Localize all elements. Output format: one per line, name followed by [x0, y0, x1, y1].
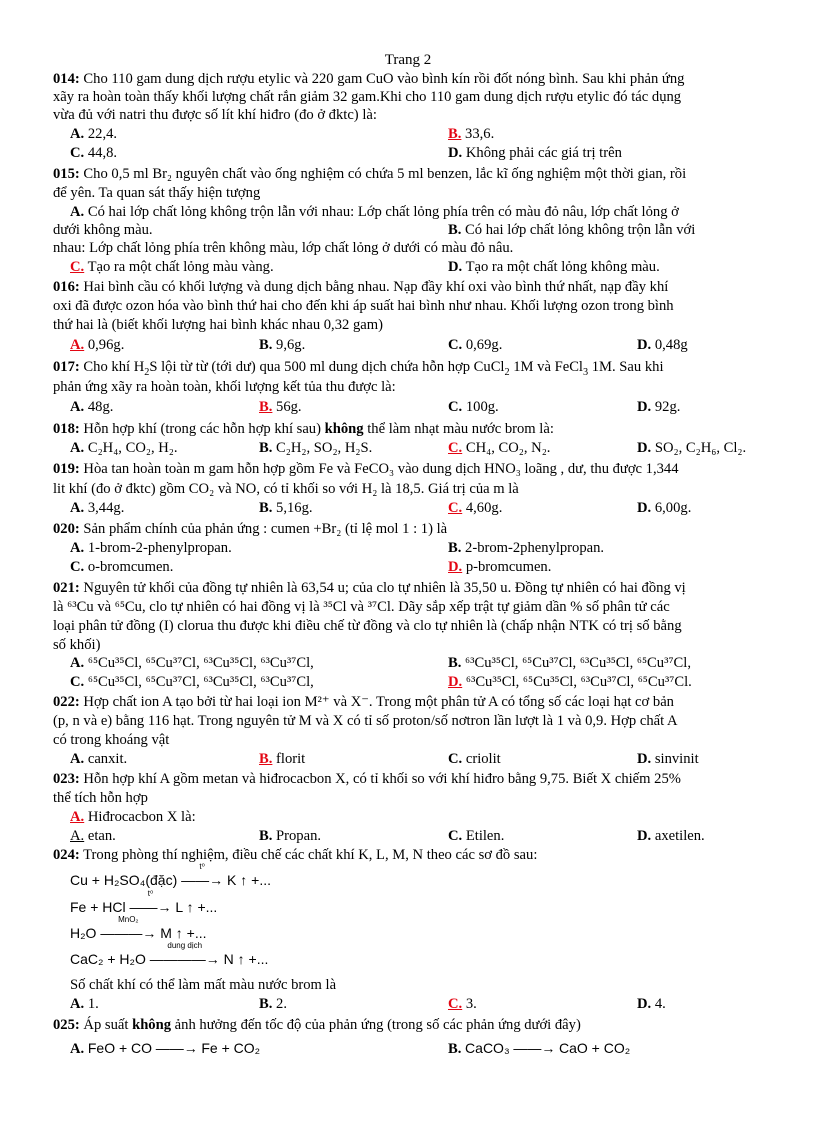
- question-number: 020:: [53, 521, 80, 537]
- option-letter: A.: [70, 1041, 85, 1057]
- question-text: Hiđrocacbon X là:: [84, 809, 196, 825]
- option-a: [70, 996, 99, 1014]
- option-text: etan.: [84, 828, 116, 844]
- question-023-line-3: [70, 809, 196, 827]
- option-letter: B.: [259, 828, 273, 844]
- equation-reactants: FeO + CO: [87, 1040, 153, 1056]
- answer-mark: B.: [259, 751, 273, 767]
- question-text: Cho khí H: [83, 359, 145, 375]
- option-text: 44,8.: [84, 145, 118, 161]
- option-text: Etilen.: [462, 828, 505, 844]
- option-letter: C.: [70, 145, 85, 161]
- option-letter: D.: [637, 399, 652, 415]
- question-number: 014:: [53, 71, 80, 87]
- option-text: axetilen.: [651, 828, 705, 844]
- answer-mark: A.: [70, 337, 85, 353]
- equation-reactants: Cu + H₂SO₄(đặc): [70, 872, 178, 888]
- option-b: [259, 996, 287, 1014]
- option-letter: B.: [448, 540, 462, 556]
- arrow-condition: t⁰: [199, 862, 205, 871]
- question-text: Sản phẩm chính của phản ứng : cumen +Br₂ (tỉ lệ mol 1 : 1) là: [83, 521, 448, 537]
- option-a: [70, 204, 679, 222]
- option-b: [259, 500, 313, 518]
- option-a-answer: [70, 337, 124, 355]
- answer-mark: D.: [448, 559, 463, 575]
- answer-mark: C.: [448, 440, 463, 456]
- question-text: ảnh hưởng đến tốc độ của phản ứng (trong số các phản ứng dưới đây): [171, 1017, 581, 1033]
- option-a: [70, 751, 127, 769]
- option-letter: C.: [448, 751, 463, 767]
- option-b-answer: [259, 399, 302, 417]
- option-text: 4,60g.: [462, 500, 503, 516]
- arrow-line: ————→: [149, 951, 220, 967]
- reaction-arrow: ——→: [155, 1040, 198, 1056]
- question-text: 1M và FeCl: [509, 359, 583, 375]
- option-letter: A.: [70, 996, 85, 1012]
- option-text: o-bromcumen.: [84, 559, 174, 575]
- option-d: [448, 259, 660, 277]
- option-text: ⁶⁵Cu³⁵Cl, ⁶⁵Cu³⁷Cl, ⁶³Cu³⁵Cl, ⁶³Cu³⁷Cl,: [84, 674, 314, 690]
- question-016-line-1: [53, 279, 668, 297]
- option-d: [637, 996, 666, 1014]
- question-text: Nguyên tử khối của đồng tự nhiên là 63,54 u; của clo tự nhiên là 35,50 u. Đồng tự nhiên có hai đồng vị: [83, 580, 686, 596]
- option-text: 92g.: [651, 399, 681, 415]
- option-b-continued: nhau: Lớp chất lỏng phía trên không màu, lớp chất lỏng ở dưới có màu đỏ nâu.: [53, 240, 514, 256]
- question-016-line-3: thứ hai là (biết khối lượng hai bình khác nhau 0,32 gam): [53, 317, 383, 333]
- question-text: thể làm nhạt màu nước brom là:: [363, 421, 554, 437]
- question-021-line-2: là ⁶³Cu và ⁶⁵Cu, clo tự nhiên có hai đồng vị là ³⁵Cl và ³⁷Cl. Dãy sắp xếp trật tự giảm dần % số phân tử các: [53, 599, 670, 615]
- option-a: [70, 540, 232, 558]
- equation-reactants: Fe + HCl: [70, 899, 126, 915]
- option-a: [70, 1040, 260, 1059]
- question-number: 023:: [53, 771, 80, 787]
- option-letter: A.: [70, 540, 85, 556]
- option-a: [70, 126, 117, 144]
- option-letter: A.: [70, 399, 85, 415]
- option-a: [70, 500, 124, 518]
- equation-products: L ↑ +...: [175, 899, 218, 915]
- option-letter: B.: [259, 996, 273, 1012]
- question-number: 018:: [53, 421, 80, 437]
- option-letter: C.: [448, 399, 463, 415]
- question-text: S lội từ từ (tới dư) qua 500 ml dung dịch chứa hỗn hợp CuCl: [149, 359, 505, 375]
- option-letter: D.: [637, 440, 652, 456]
- option-letter: B.: [259, 337, 273, 353]
- question-024-line-1: [53, 847, 537, 865]
- option-letter: B.: [448, 222, 462, 238]
- option-letter: D.: [637, 500, 652, 516]
- question-022-line-3: có trong khoáng vật: [53, 732, 170, 748]
- option-b: [259, 828, 321, 846]
- option-letter: C.: [70, 559, 85, 575]
- option-text: canxit.: [84, 751, 128, 767]
- question-019-line-2: lit khí (đo ở đktc) gồm CO₂ và NO, có tỉ khối so với H₂ là 18,5. Giá trị của m là: [53, 481, 519, 497]
- option-text: Propan.: [272, 828, 322, 844]
- option-letter: C.: [70, 674, 85, 690]
- answer-mark: A.: [70, 809, 85, 825]
- reaction-arrow: ——→: [513, 1040, 556, 1056]
- option-text: 3.: [462, 996, 477, 1012]
- answer-mark: D.: [448, 674, 463, 690]
- option-d: [448, 145, 622, 163]
- option-letter: A.: [70, 500, 85, 516]
- equation-products: K ↑ +...: [227, 872, 271, 888]
- equation-products: Fe + CO₂: [201, 1040, 261, 1056]
- option-c-answer: [448, 500, 502, 518]
- option-text: criolit: [462, 751, 501, 767]
- option-text: 3,44g.: [84, 500, 125, 516]
- option-text: 33,6.: [461, 126, 495, 142]
- question-025-line-1: [53, 1017, 581, 1035]
- question-018-line-1: [53, 421, 554, 439]
- reaction-arrow: [181, 862, 224, 890]
- option-text: 1.: [84, 996, 99, 1012]
- reaction-arrow: [149, 941, 220, 969]
- question-015-line-2: để yên. Ta quan sát thấy hiện tượng: [53, 185, 261, 201]
- option-text: 0,48g: [651, 337, 688, 353]
- question-text: Cho 0,5 ml Br₂ nguyên chất vào ống nghiệm có chứa 5 ml benzen, lắc kĩ ống nghiệm một thời gian, rồi: [83, 166, 687, 182]
- question-text: 1M. Sau khi: [588, 359, 664, 375]
- option-c: [448, 828, 504, 846]
- emphasis-text: không: [132, 1017, 172, 1033]
- equation-3: [70, 915, 207, 943]
- equation-products: M ↑ +...: [160, 925, 207, 941]
- question-number: 025:: [53, 1017, 80, 1033]
- option-c-answer: [448, 440, 550, 458]
- option-letter: D.: [637, 828, 652, 844]
- equation-products: N ↑ +...: [223, 951, 269, 967]
- option-text: CH₄, CO₂, N₂.: [462, 440, 551, 456]
- question-number: 015:: [53, 166, 80, 182]
- option-letter: A.: [70, 204, 85, 220]
- option-letter: A.: [70, 126, 85, 142]
- option-letter: A.: [70, 828, 85, 844]
- option-text: C₂H₄, CO₂, H₂.: [84, 440, 178, 456]
- option-a: [70, 440, 178, 458]
- question-016-line-2: oxi đã được ozon hóa vào bình thứ hai cho đến khi áp suất hai bình như nhau. Khối lượng ozon trong bình: [53, 298, 674, 314]
- option-letter: C.: [448, 337, 463, 353]
- option-text: ⁶³Cu³⁵Cl, ⁶⁵Cu³⁵Cl, ⁶³Cu³⁷Cl, ⁶⁵Cu³⁷Cl.: [462, 674, 692, 690]
- option-text: florit: [272, 751, 306, 767]
- question-023-line-1: [53, 771, 681, 789]
- question-022-line-1: [53, 694, 674, 712]
- option-letter: D.: [637, 996, 652, 1012]
- option-d: [637, 500, 691, 518]
- option-b: [448, 222, 695, 240]
- question-text: Hòa tan hoàn toàn m gam hỗn hợp gồm Fe và FeCO₃ vào dung dịch HNO₃ loãng , dư, thu được 1,344: [83, 461, 679, 477]
- option-letter: D.: [637, 751, 652, 767]
- equation-reactants: CaC₂ + H₂O: [70, 951, 146, 967]
- answer-mark: C.: [70, 259, 85, 275]
- question-014-line-1: [53, 71, 684, 89]
- question-021-line-3: loại phân tử đồng (I) clorua thu được khi điều chế từ đồng và clo tự nhiên là (chấp nhận NTK có trị số bằng: [53, 618, 682, 634]
- subscript: 3: [582, 366, 589, 378]
- question-text: Cho 110 gam dung dịch rượu etylic và 220 gam CuO vào bình kín rồi đốt nóng bình. Sau khi phản ứng: [83, 71, 685, 87]
- option-text: ⁶³Cu³⁵Cl, ⁶⁵Cu³⁷Cl, ⁶³Cu³⁵Cl, ⁶⁵Cu³⁷Cl,: [461, 655, 691, 671]
- option-text: 0,69g.: [462, 337, 503, 353]
- option-text: 56g.: [272, 399, 302, 415]
- option-b: [448, 655, 691, 673]
- question-number: 017:: [53, 359, 80, 375]
- option-d: [637, 337, 688, 355]
- option-c: [448, 337, 502, 355]
- option-letter: B.: [448, 655, 462, 671]
- equation-reactants: H₂O: [70, 925, 97, 941]
- option-text: Có hai lớp chất lỏng không trộn lẫn với: [461, 222, 696, 238]
- question-number: 019:: [53, 461, 80, 477]
- question-text: Hợp chất ion A tạo bởi từ hai loại ion M²⁺ và X⁻. Trong một phân tử A có tổng số các loại hạt cơ bản: [83, 694, 674, 710]
- option-text: 4.: [651, 996, 666, 1012]
- question-text: Hỗn hợp khí A gồm metan và hiđrocacbon X, có tỉ khối so với khí hiđro bằng 9,75. Biết X chiếm 25%: [83, 771, 681, 787]
- question-017-line-2: phản ứng xãy ra hoàn toàn, khối lượng kết tủa thu được là:: [53, 379, 396, 395]
- arrow-condition: MnO₂: [118, 915, 139, 924]
- emphasis-text: không: [324, 421, 364, 437]
- option-b: [448, 1040, 630, 1059]
- option-a: [70, 828, 116, 846]
- question-021-line-4: số khối): [53, 637, 101, 653]
- option-d: [637, 399, 680, 417]
- option-text: p-bromcumen.: [462, 559, 552, 575]
- option-text: SO₂, C₂H₆, Cl₂.: [651, 440, 747, 456]
- option-text: Có hai lớp chất lỏng không trộn lẫn với nhau: Lớp chất lỏng phía trên có màu đỏ nâu, lớp chất lỏng ở: [84, 204, 679, 220]
- question-020-line-1: [53, 521, 447, 539]
- option-d-answer: [448, 559, 551, 577]
- option-letter: B.: [448, 1041, 462, 1057]
- option-c: [70, 145, 117, 163]
- question-023-line-2: thể tích hỗn hợp: [53, 790, 148, 806]
- option-text: 5,16g.: [272, 500, 313, 516]
- option-a-continued: dưới không màu.: [53, 222, 153, 238]
- option-text: C₂H₂, SO₂, H₂S.: [272, 440, 373, 456]
- option-d-answer: [448, 674, 692, 692]
- option-c: [448, 751, 501, 769]
- question-text: Hỗn hợp khí (trong các hỗn hợp khí sau): [83, 421, 325, 437]
- answer-mark: C.: [448, 996, 463, 1012]
- reaction-arrow: [129, 889, 172, 917]
- question-017-line-1: [53, 359, 664, 377]
- option-text: 1-brom-2-phenylpropan.: [84, 540, 232, 556]
- option-d: [637, 440, 746, 458]
- option-text: 0,96g.: [84, 337, 125, 353]
- option-b: [448, 540, 604, 558]
- option-text: 48g.: [84, 399, 114, 415]
- option-letter: A.: [70, 751, 85, 767]
- arrow-line: ———→: [100, 925, 157, 941]
- question-text: Hai bình cầu có khối lượng và dung dịch bằng nhau. Nạp đầy khí oxi vào bình thứ nhất, nạp đầy khí: [83, 279, 669, 295]
- option-text: sinvinit: [651, 751, 699, 767]
- page-title: Trang 2: [384, 52, 432, 68]
- option-text: 22,4.: [84, 126, 118, 142]
- question-text: Áp suất: [83, 1017, 133, 1033]
- arrow-condition: dung dịch: [167, 941, 203, 950]
- question-014-line-2: xãy ra hoàn toàn thấy khối lượng chất rắn giảm 32 gam.Khi cho 110 gam dung dịch rượu etylic đó tác dụng: [53, 89, 682, 105]
- option-text: Không phải các giá trị trên: [462, 145, 622, 161]
- option-text: Tạo ra một chất lỏng màu vàng.: [84, 259, 274, 275]
- arrow-line: ——→: [129, 899, 172, 915]
- answer-mark: C.: [448, 500, 463, 516]
- question-019-line-1: [53, 461, 679, 479]
- option-text: 2-brom-2phenylpropan.: [461, 540, 605, 556]
- reaction-arrow: [100, 915, 157, 943]
- option-letter: D.: [448, 145, 463, 161]
- option-c-answer: [448, 996, 477, 1014]
- option-c-answer: [70, 259, 274, 277]
- option-d: [637, 751, 699, 769]
- option-letter: A.: [70, 440, 85, 456]
- question-number: 022:: [53, 694, 80, 710]
- answer-mark: B.: [259, 399, 273, 415]
- option-b-answer: [259, 751, 305, 769]
- option-text: 2.: [272, 996, 287, 1012]
- arrow-condition: t⁰: [147, 889, 154, 898]
- option-b: [259, 440, 372, 458]
- option-letter: D.: [448, 259, 463, 275]
- option-c: [70, 674, 314, 692]
- question-021-line-1: [53, 580, 686, 598]
- question-024-line-2: Số chất khí có thể làm mất màu nước brom là: [70, 977, 337, 993]
- equation-products: CaO + CO₂: [558, 1040, 631, 1056]
- question-015-line-1: [53, 166, 686, 184]
- option-d: [637, 828, 705, 846]
- option-a: [70, 399, 113, 417]
- question-014-line-3: vừa đủ với natri thu được số lít khí hiđro (đo ở đktc) là:: [53, 107, 377, 123]
- option-text: 9,6g.: [272, 337, 306, 353]
- equation-reactants: CaCO₃: [465, 1040, 510, 1056]
- option-c: [448, 399, 499, 417]
- option-letter: B.: [259, 500, 273, 516]
- question-022-line-2: (p, n và e) bằng 116 hạt. Trong nguyên tử M và X có tỉ số proton/số nơtron lần lượt là 1 và 0,9. Hợp chất A: [53, 713, 678, 729]
- option-text: 100g.: [462, 399, 499, 415]
- subscript: 2: [504, 366, 510, 378]
- option-letter: A.: [70, 655, 85, 671]
- question-number: 016:: [53, 279, 80, 295]
- option-text: Tạo ra một chất lỏng không màu.: [462, 259, 660, 275]
- question-text: Trong phòng thí nghiệm, điều chế các chất khí K, L, M, N theo các sơ đồ sau:: [83, 847, 538, 863]
- equation-4: [70, 941, 269, 969]
- option-b-answer: [448, 126, 494, 144]
- answer-mark: B.: [448, 126, 462, 142]
- equation-1: [70, 862, 271, 890]
- arrow-line: ——→: [181, 872, 224, 888]
- option-b: [259, 337, 305, 355]
- option-a: [70, 655, 314, 673]
- question-number: 021:: [53, 580, 80, 596]
- option-text: 6,00g.: [651, 500, 692, 516]
- question-number: 024:: [53, 847, 80, 863]
- subscript: 2: [144, 366, 150, 378]
- option-letter: D.: [637, 337, 652, 353]
- equation-2: [70, 889, 218, 917]
- option-letter: B.: [259, 440, 273, 456]
- option-c: [70, 559, 173, 577]
- option-letter: C.: [448, 828, 463, 844]
- option-text: ⁶⁵Cu³⁵Cl, ⁶⁵Cu³⁷Cl, ⁶³Cu³⁵Cl, ⁶³Cu³⁷Cl,: [84, 655, 314, 671]
